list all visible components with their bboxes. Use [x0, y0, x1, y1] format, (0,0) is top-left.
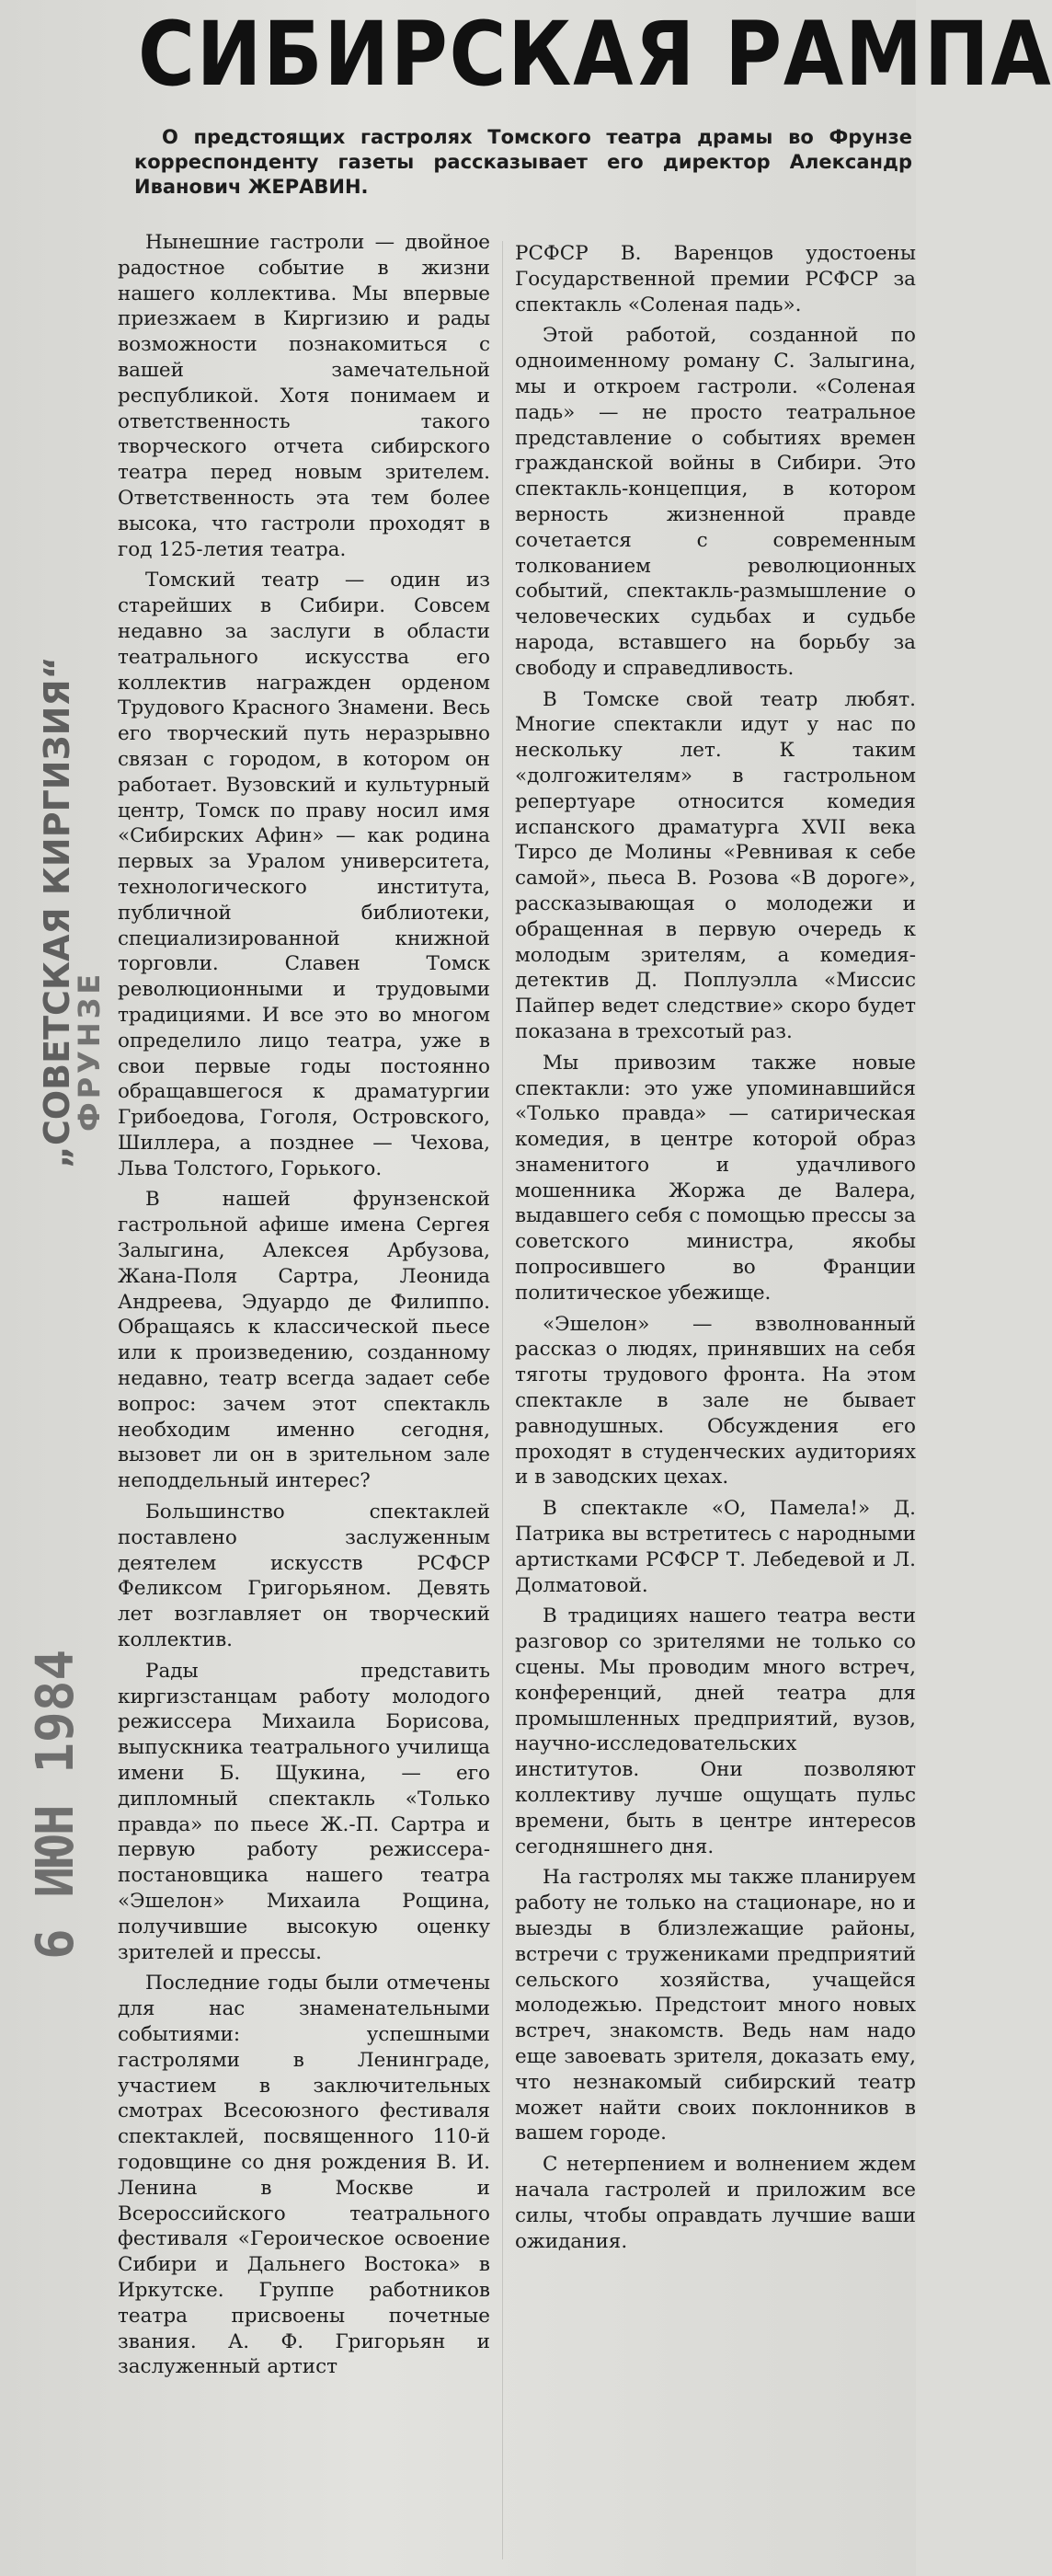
paragraph: Последние годы были отмечены для нас знаменательными событиями: успешными гастролями в Ленинграде, участием в заключительных смотрах Всесоюзного фестиваля спектаклей, посвященного 110-й годовщине со дня рождения В. И. Ленина в Москве и Всероссийского театрального фестиваля «Героическое освоение Сибири и Дальнего Востока» в Иркутске. Группе работников театра присвоены почетные звания. А. Ф. Григорьян и заслуженный артист — [118, 1972, 490, 2379]
lead-paragraph: О предстоящих гастролях Томского театра драмы во Фрунзе корреспонденту газеты рассказывает его директор Александр Иванович ЖЕРАВИН. — [134, 126, 912, 198]
paragraph: В нашей фрунзенской гастрольной афише имена Сергея Залыгина, Алексея Арбузова, Жана-Поля Сартра, Леонида Андреева, Эдуардо де Филиппо. Обращаясь к классической пьесе или к произведению, созданному недавно, театр всегда задает себе вопрос: зачем этот спектакль необходим именно сегодня, вызовет ли он в зрительном зале неподдельный интерес? — [118, 1188, 490, 1493]
paragraph: Рады представить киргизстанцам работу молодого режиссера Михаила Борисова, выпускника театрального училища имени Б. Щукина, — его дипломный спектакль «Только правда» по пьесе Ж.-П. Сартра и первую работу режиссера-постановщика нашего театра «Эшелон» Михаила Рощина, получившие высокую оценку зрителей и прессы. — [118, 1659, 491, 1964]
date-stamp: 6 ИЮН 1984 — [26, 1649, 86, 1960]
paragraph: В традициях нашего театра вести разговор со зрителями не только со сцены. Мы проводим много встреч, конференций, дней театра для промышленных предприятий, вузов, научно-исследовательских институтов. Они позволяют коллективу лучше ощущать пульс времени, быть в центре интересов сегодняшнего дня. — [515, 1604, 916, 1858]
paragraph: Мы привозим также новые спектакли: это уже упоминавшийся «Только правда» — сатирическая комедия, в центре которой образ знаменитого и удачливого мошенника Жоржа де Валера, выдавшего себя с помощью прессы за советского министра, якобы попросившего во Франции политическое убежище. — [515, 1051, 916, 1305]
paragraph: Нынешние гастроли — двойное радостное событие в жизни нашего коллектива. Мы впервые приезжаем в Киргизию и рады возможности познакомиться с вашей замечательной республикой. Хотя понимаем и ответственность такого творческого отчета сибирского театра перед новым зрителем. Ответственность эта тем более высока, что гастроли проходят в год 125-летия театра. — [118, 231, 490, 561]
paragraph: Большинство спектаклей поставлено заслуженным деятелем искусств РСФСР Феликсом Григорьяном. Девять лет возглавляет он творческий коллектив. — [118, 1501, 490, 1652]
paragraph: «Эшелон» — взволнованный рассказ о людях, принявших на себя тяготы трудового фронта. На этом спектакле в зале не бывает равнодушных. Обсуждения его проходят в студенческих аудиториях и в заводских цехах. — [515, 1312, 916, 1489]
paragraph: Этой работой, созданной по одноименному роману С. Залыгина, мы и откроем гастроли. «Соленая падь» — не просто театральное представление о событиях времен гражданской войны в Сибири. Это спектакль-концепция, в котором верность жизненной правде сочетается с современным толкованием революционных событий, спектакль-размышление о человеческих судьбах и судьбе народа, вставшего на борьбу за свободу и справедливость. — [515, 324, 916, 680]
article-lead — [134, 125, 912, 200]
paragraph: В спектакле «О, Памела!» Д. Патрика вы встретитесь с народными артистками РСФСР Т. Лебедевой и Л. Долматовой. — [515, 1497, 916, 1597]
paragraph: РСФСР В. Варенцов удостоены Государственной премии РСФСР за спектакль «Соленая падь». — [515, 242, 916, 316]
paragraph: Томский театр — один из старейших в Сибири. Совсем недавно за заслуги в области театрального искусства его коллектив награжден орденом Трудового Красного Знамени. Весь его творческий путь неразрывно связан с городом, в котором он работает. Вузовский и культурный центр, Томск по праву носил имя «Сибирских Афин» — как родина первых за Уралом университета, технологического института, публичной библиотеки, специализированной книжной торговли. Славен Томск революционными и трудовыми традициями. И все это во многом определило лицо театра, уже в свои первые годы постоянно обращавшегося к драматургии Грибоедова, Гоголя, Островского, Шиллера, а позднее — Чехова, Льва Толстого, Горького. — [118, 569, 490, 1180]
article-headline: СИБИРСКАЯ РАМПА — [138, 3, 1052, 106]
source-stamp: „СОВЕТСКАЯ КИРГИЗИЯ“ — [37, 656, 77, 1168]
paragraph: С нетерпением и волнением ждем начала гастролей и приложим все силы, чтобы оправдать лучшие ваши ожидания. — [515, 2153, 916, 2253]
column-divider — [502, 241, 503, 2559]
paragraph: На гастролях мы также планируем работу не только на стационаре, но и выезды в близлежащие районы, встречи с тружениками предприятий сельского хозяйства, учащейся молодежью. Предстоит много новых встреч, знакомств. Ведь нам надо еще завоевать зрителя, доказать ему, что незнакомый сибирский театр может найти своих поклонников в вашем городе. — [515, 1866, 916, 2145]
article-column-1 — [118, 230, 490, 2567]
article-column-2 — [515, 241, 916, 2569]
paragraph: В Томске свой театр любят. Многие спектакли идут у нас по нескольку лет. К таким «долгожителям» в гастрольном репертуаре относится комедия испанского драматурга XVII века Тирсо де Молины «Ревнивая к себе самой», пьеса В. Розова «В дороге», рассказывающая о молодежи и обращенная в первую очередь к молодым зрителям, а комедия-детектив Д. Поплуэлла «Миссис Пайпер ведет следствие» скоро будет показана в трехсотый раз. — [515, 687, 916, 1043]
city-stamp: ФРУНЗЕ — [72, 970, 107, 1132]
